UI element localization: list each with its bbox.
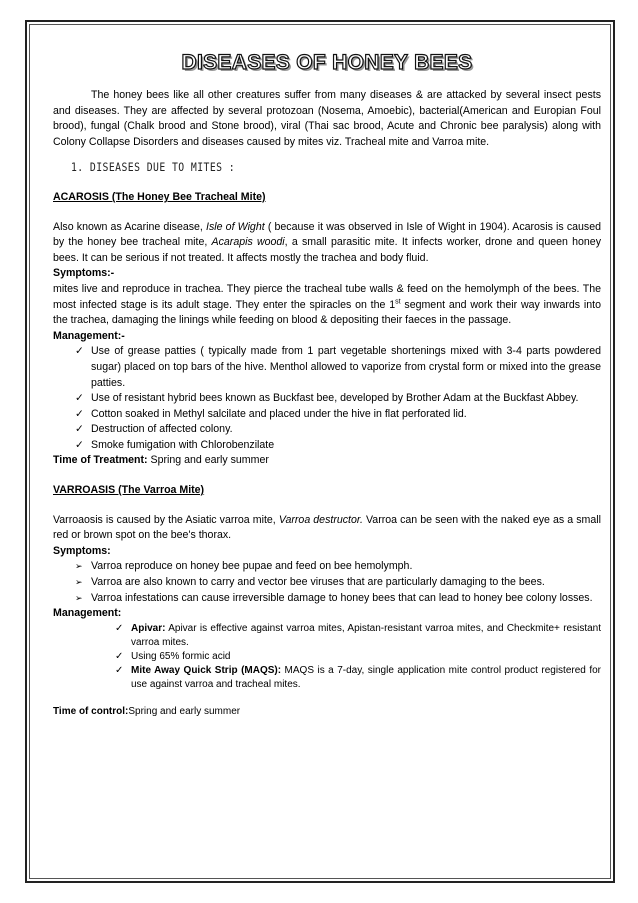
list-item: ✓ Smoke fumigation with Chlorobenzilate bbox=[53, 438, 601, 454]
section-heading-mites: 1. DISEASES DUE TO MITES : bbox=[71, 160, 236, 175]
varroasis-management-list bbox=[53, 622, 601, 692]
list-item: ✓ Mite Away Quick Strip (MAQS): MAQS is a 7-day, single application mite control product registered for use against varroa and tracheal mites. bbox=[115, 664, 601, 690]
acarosis-symptoms-text: mites live and reproduce in trachea. They pierce the tracheal tube walls & feed on the hemolymph of the bees. The most infected stage is its adult stage. They enter the spiracles on the 1st segment and work their way inwards into the trachea, damaging the linings while feeding on blood & depositing their faeces in the passage. bbox=[53, 282, 602, 327]
varroasis-heading: VARROASIS (The Varroa Mite) bbox=[53, 484, 205, 497]
acarosis-management-label: Management:- bbox=[53, 329, 125, 342]
acarosis-heading: ACAROSIS (The Honey Bee Tracheal Mite) bbox=[53, 190, 266, 203]
acarosis-symptoms-label: Symptoms:- bbox=[53, 267, 115, 280]
list-item: ✓ Apivar: Apivar is effective against varroa mites, Apistan-resistant varroa mites, and Checkmite+ resistant varroa mites. bbox=[115, 622, 601, 648]
list-item: ➢ Varroa are also known to carry and vector bee viruses that are particularly damaging to the bees. bbox=[53, 575, 601, 591]
document-body bbox=[53, 50, 601, 719]
acarosis-management-list bbox=[53, 344, 601, 453]
list-item: ➢ Varroa reproduce on honey bee pupae and feed on bee hemolymph. bbox=[53, 559, 601, 575]
check-mark-icon: ✓ bbox=[115, 650, 124, 662]
check-mark-icon: ✓ bbox=[75, 392, 84, 405]
acarosis-time: Time of Treatment: Spring and early summer bbox=[53, 454, 269, 467]
varroasis-description: Varroaosis is caused by the Asiatic varroa mite, Varroa destructor. Varroa can be seen with the naked eye as a small red or brown spot on the bee's thorax. bbox=[53, 513, 601, 542]
arrow-bullet-icon: ➢ bbox=[75, 561, 83, 572]
acarosis-description: Also known as Acarine disease, Isle of Wight ( because it was observed in Isle of Wight in 1904). Acarosis is caused by the honey bee tracheal mite, Acarapis woodi, a small parasitic mite. It infects worker, drone and queen honey bees. It can be serious if not treated. It affects mostly the trachea and body fluid. bbox=[53, 220, 602, 264]
intro-paragraph: The honey bees like all other creatures suffer from many diseases & are attacked by several insect pests and diseases. They are affected by several protozoan (Nosema, Amoebic), bacterial(American and Europian Foul brood), fungal (Chalk brood and Stone brood), viral (Thai sac brood, Acute and Chronic bee paralysis) along with Colony Collapse Disorders and diseases caused by mites viz. Tracheal mite and Varroa mite. bbox=[53, 89, 601, 148]
page-title: DISEASES OF HONEY BEES bbox=[181, 51, 473, 74]
list-item: ✓ Use of resistant hybrid bees known as Buckfast bee, developed by Brother Adam at the Buckfast Abbey. bbox=[53, 391, 601, 407]
list-item: ✓ Cotton soaked in Methyl salcilate and placed under the hive in flat perforated lid. bbox=[53, 407, 601, 423]
varroasis-symptoms-label: Symptoms: bbox=[53, 544, 111, 557]
varroasis-time: Time of control:Spring and early summer bbox=[53, 705, 241, 717]
arrow-bullet-icon: ➢ bbox=[75, 592, 83, 603]
list-item: ✓ Using 65% formic acid bbox=[115, 650, 231, 662]
list-item: ➢ Varroa infestations can cause irreversible damage to honey bees that can lead to honey bee colony losses. bbox=[53, 591, 601, 607]
list-item: ✓ Destruction of affected colony. bbox=[53, 422, 601, 438]
check-mark-icon: ✓ bbox=[75, 423, 84, 436]
check-mark-icon: ✓ bbox=[75, 407, 84, 420]
check-mark-icon: ✓ bbox=[115, 622, 124, 634]
varroasis-symptoms-list bbox=[53, 559, 601, 606]
list-item: ✓ Use of grease patties ( typically made from 1 part vegetable shortenings mixed with 3-4 parts powdered sugar) placed on top bars of the hive. Menthol allowed to vaporize from crystal form or mixed into the grease patties. bbox=[75, 345, 601, 389]
arrow-bullet-icon: ➢ bbox=[75, 577, 83, 588]
check-mark-icon: ✓ bbox=[75, 438, 84, 451]
varroasis-management-label: Management: bbox=[53, 607, 122, 620]
check-mark-icon: ✓ bbox=[75, 345, 84, 358]
check-mark-icon: ✓ bbox=[115, 664, 124, 676]
